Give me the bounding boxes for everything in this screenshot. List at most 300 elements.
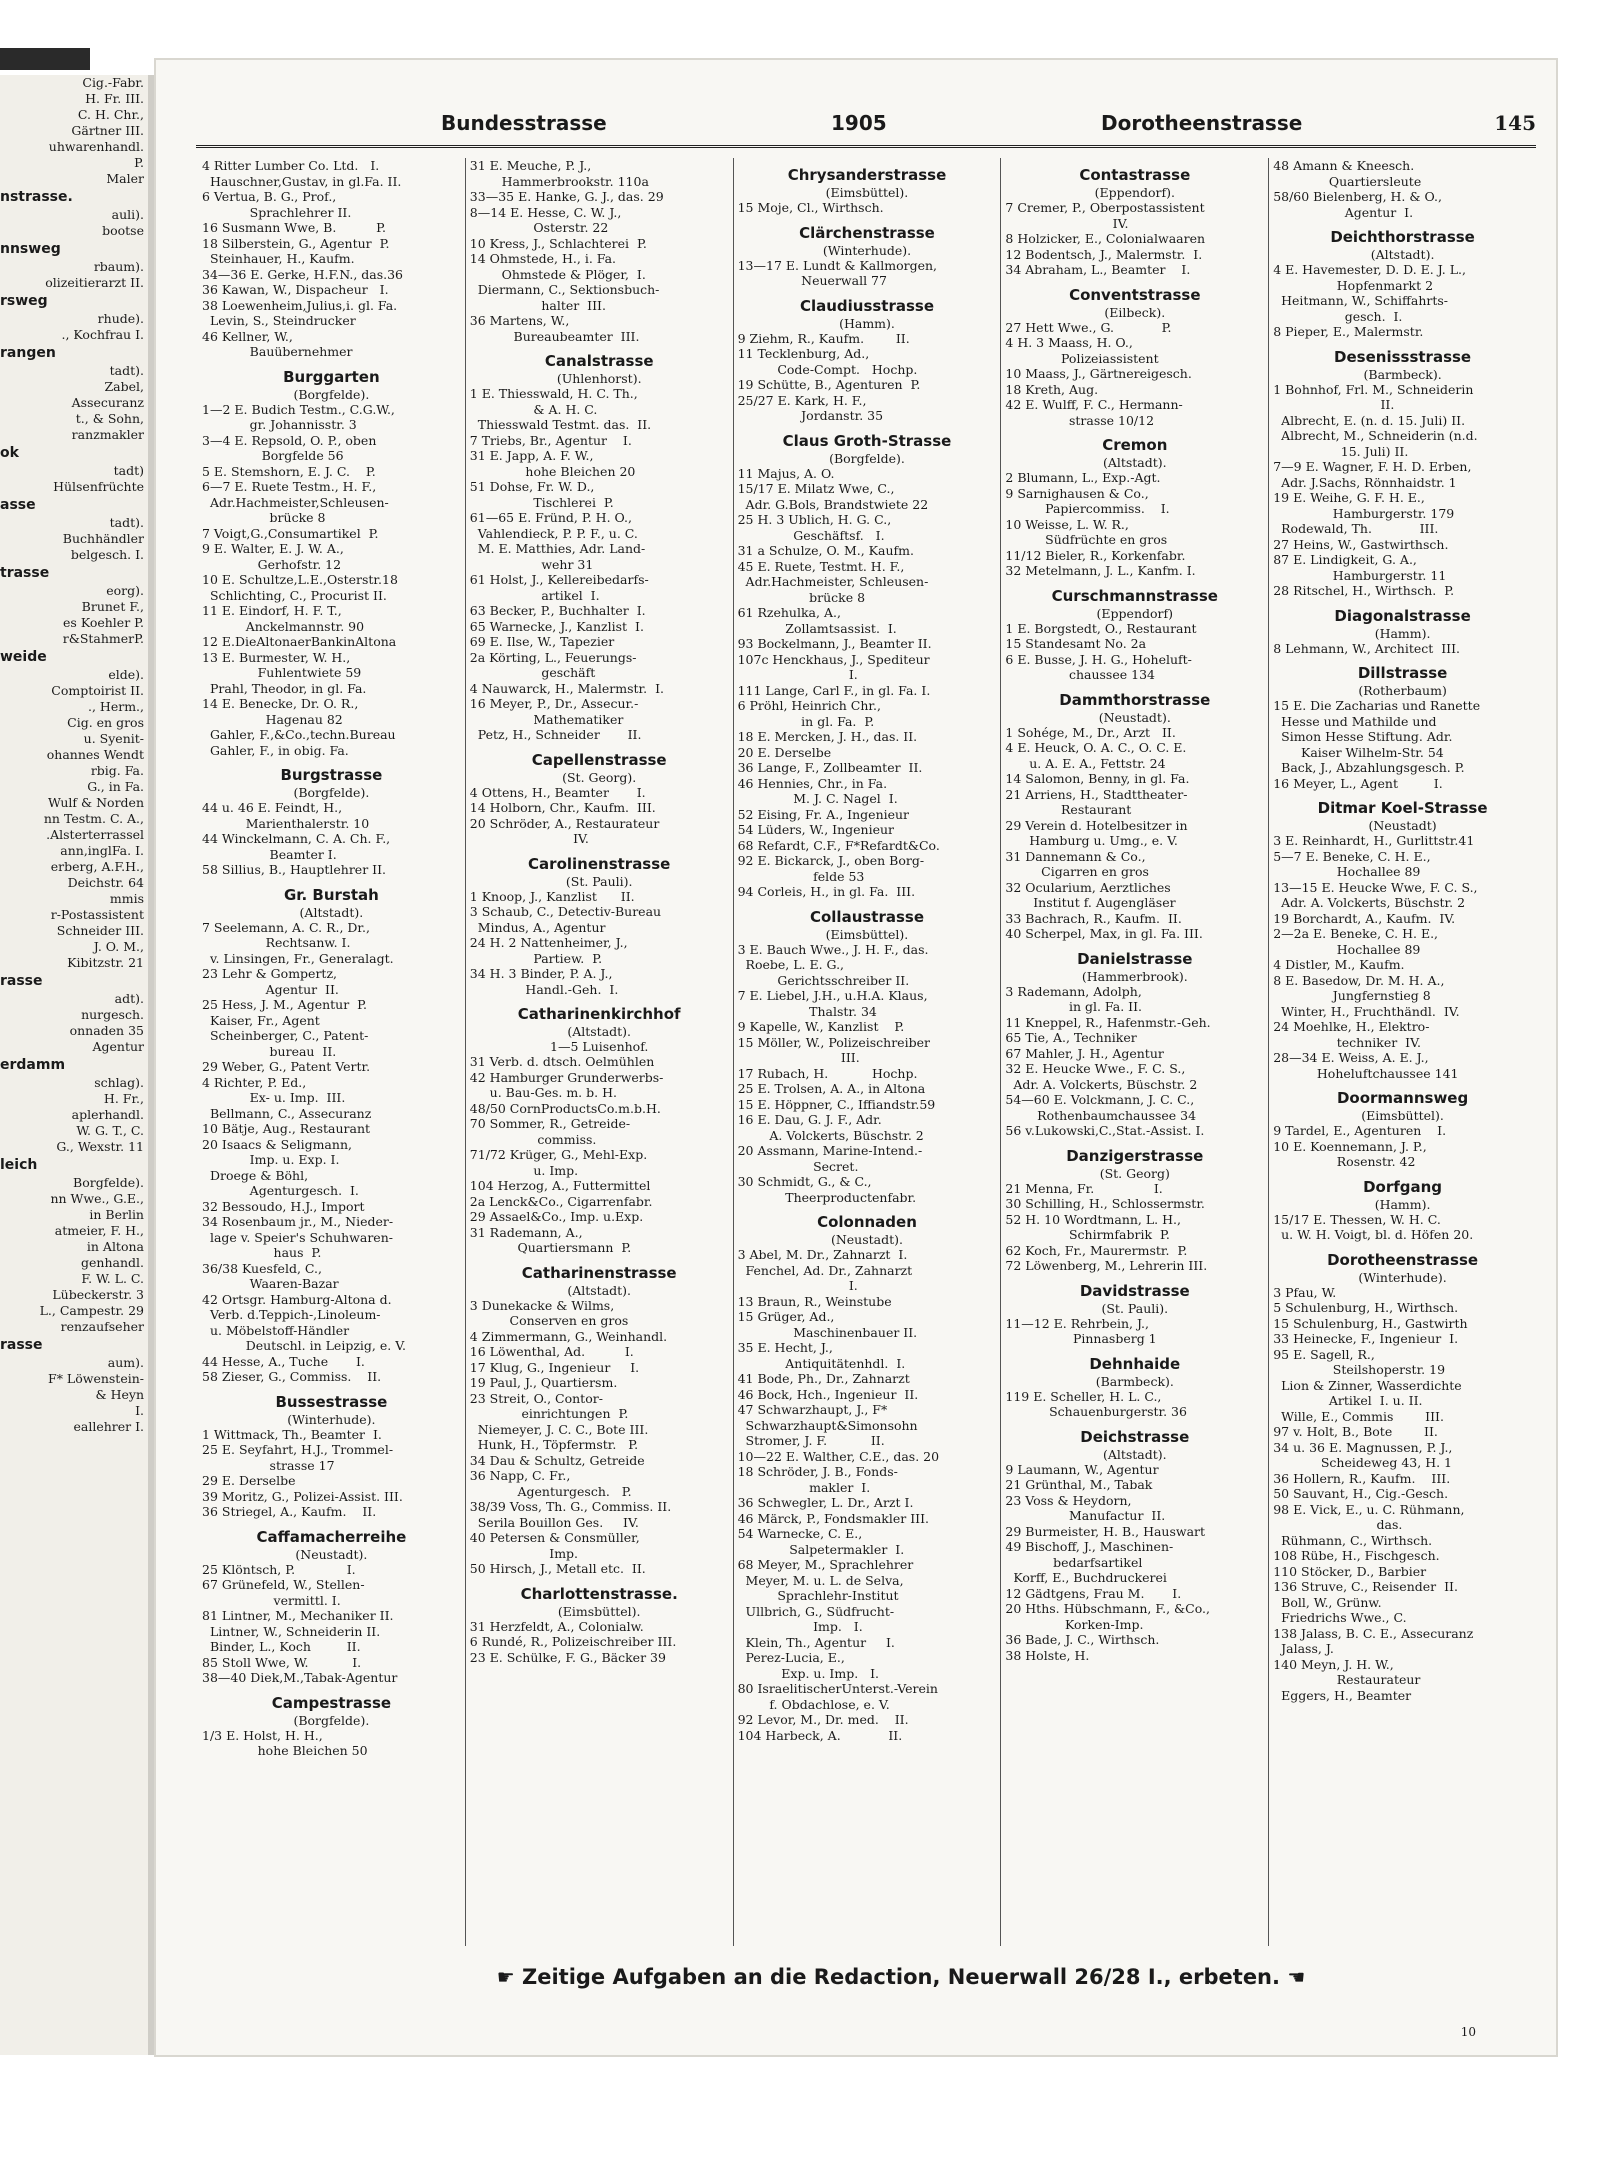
directory-entry: 19 Paul, J., Quartiersm. (469, 1375, 618, 1390)
directory-entry: 15 E. Die Zacharias und Ranette (1273, 698, 1481, 713)
directory-entry: 13 Braun, R., Weinstube (737, 1293, 892, 1309)
directory-entry: 68 Meyer, M., Sprachlehrer (737, 1557, 914, 1572)
directory-entry: Binder, L., Koch II. (202, 1639, 361, 1654)
prev-page-line: W. G. T., C. (76, 1123, 144, 1138)
district-label: (Borgfelde). (293, 1712, 370, 1728)
directory-entry: Adr.Hachmeister, Schleusen- (737, 574, 929, 589)
directory-entry: 34 Rosenbaum jr., M., Nieder- (202, 1214, 394, 1229)
directory-entry: 104 Herzog, A., Futtermittel (469, 1178, 651, 1193)
district-label: (Borgfelde). (829, 450, 905, 466)
directory-entry: Mindus, A., Agentur (469, 919, 606, 935)
street-heading: Chrysanderstrasse (787, 166, 947, 184)
district-label: (Eimsbüttel). (1361, 1108, 1444, 1123)
directory-entry: Gerhofstr. 12 (202, 556, 342, 572)
directory-entry: Papiercommiss. I. (1005, 501, 1170, 516)
directory-entry: 20 Assmann, Marine-Intend.- (737, 1143, 923, 1158)
street-heading: Colonnaden (817, 1213, 917, 1231)
directory-entry: 40 Petersen & Consmüller, (469, 1530, 640, 1545)
district-label: (Hamm). (1374, 1196, 1431, 1212)
street-heading: Conventstrasse (1069, 285, 1201, 304)
directory-entry: Schwarzhaupt&Simonsohn (737, 1417, 918, 1433)
prev-page-line: G., Wexstr. 11 (56, 1139, 144, 1154)
prev-page-street-heading: leich (0, 1157, 38, 1173)
directory-entry: 3 Rademann, Adolph, (1005, 983, 1142, 999)
prev-page-street-heading: ok (0, 445, 19, 461)
directory-entry: hohe Bleichen 20 (469, 463, 636, 479)
directory-entry: Levin, S., Steindrucker (202, 313, 356, 328)
directory-entry: 29 Burmeister, H. B., Hauswart (1005, 1523, 1206, 1539)
prev-page-line: ., Kochfrau I. (61, 327, 144, 342)
directory-entry: 24 H. 2 Nattenheimer, J., (469, 935, 628, 950)
directory-entry: Hammerbrookstr. 110a (469, 173, 649, 189)
prev-page-line: tadt). (109, 515, 144, 530)
district-label: (St. Georg). (562, 769, 637, 785)
directory-entry: Manufactur II. (1005, 1508, 1166, 1523)
directory-entry: Verb. d.Teppich-,Linoleum- (202, 1307, 381, 1322)
street-heading: Dillstrasse (1357, 664, 1448, 682)
street-heading: Campestrasse (271, 1693, 392, 1712)
directory-entry: Gahler, F., in obig. Fa. (202, 742, 349, 758)
directory-entry: Restaurateur (1273, 1672, 1421, 1687)
directory-entry: 3 E. Reinhardt, H., Gurlittstr.41 (1273, 833, 1475, 848)
district-label: (Altstadt). (567, 1024, 632, 1039)
directory-entry: 20 Hths. Hübschmann, F., &Co., (1005, 1601, 1210, 1616)
district-label: (Altstadt). (299, 904, 364, 920)
directory-entry: 67 Grünefeld, W., Stellen- (202, 1577, 365, 1592)
directory-entry: Adr. A. Volckerts, Büschstr. 2 (1273, 895, 1466, 910)
directory-entry: Südfrüchte en gros (1005, 532, 1168, 547)
directory-entry: Diermann, C., Sektionsbuch- (469, 282, 660, 297)
column-3 (733, 158, 1001, 1946)
directory-entry: 31 Rademann, A., (469, 1224, 583, 1240)
directory-entry: 11/12 Bieler, R., Korkenfabr. (1005, 547, 1186, 563)
directory-entry: 18 Schröder, J. B., Fonds- (737, 1464, 898, 1479)
prev-page-line: ohannes Wendt (46, 747, 144, 762)
directory-entry: in gl. Fa. P. (737, 713, 875, 729)
directory-entry: Hochallee 89 (1273, 864, 1421, 879)
directory-entry: IV. (469, 831, 589, 846)
district-label: (Eilbeck). (1104, 304, 1166, 320)
directory-entry: 17 Rubach, H. Hochp. (737, 1065, 918, 1081)
directory-entry: 14 Ohmstede, H., i. Fa. (469, 251, 617, 266)
directory-entry: 3—4 E. Repsold, O. P., oben (202, 432, 377, 448)
directory-entry: in gl. Fa. II. (1005, 999, 1143, 1014)
district-label: (Barmbeck). (1363, 366, 1442, 382)
directory-entry: 13 E. Burmester, W. H., (202, 649, 351, 665)
district-label: 1—5 Luisenhof. (550, 1039, 649, 1054)
directory-entry: 5—7 E. Beneke, C. H. E., (1273, 848, 1431, 864)
directory-entry: 48/50 CornProductsCo.m.b.H. (469, 1100, 661, 1116)
directory-entry: Rosenstr. 42 (1273, 1154, 1416, 1169)
street-heading: Claus Groth-Strasse (782, 431, 952, 450)
street-heading: Danielstrasse (1077, 949, 1193, 968)
directory-entry: 1 E. Borgstedt, O., Restaurant (1005, 620, 1197, 636)
district-label: (Rotherbaum) (1358, 683, 1447, 698)
prev-page-line: Kibitzstr. 21 (67, 955, 144, 970)
directory-entry: 10—22 E. Walther, C.E., das. 20 (737, 1448, 940, 1464)
directory-entry: 92 E. Bickarck, J., oben Borg- (737, 853, 925, 868)
directory-entry: Beamter I. (202, 846, 337, 862)
prev-page-line: eallehrer I. (73, 1419, 144, 1434)
directory-entry: 30 Schilling, H., Schlossermstr. (1005, 1196, 1205, 1211)
prev-page-line: u. Syenit- (83, 731, 144, 746)
directory-entry: 9 Sarnighausen & Co., (1005, 485, 1149, 501)
district-label: (Neustadt). (1098, 709, 1171, 725)
directory-entry: 80 IsraelitischerUnterst.-Verein (737, 1681, 938, 1696)
directory-entry: Fuhlentwiete 59 (202, 665, 362, 680)
directory-entry: 11 Tecklenburg, Ad., (737, 346, 870, 361)
directory-entry: 28—34 E. Weiss, A. E. J., (1273, 1050, 1429, 1065)
directory-entry: Vahlendieck, P. P. F., u. C. (469, 525, 638, 541)
directory-entry: 71/72 Krüger, G., Mehl-Exp. (469, 1147, 648, 1162)
directory-entry: Hesse und Mathilde und (1273, 713, 1437, 729)
directory-entry: Rothenbaumchaussee 34 (1005, 1107, 1197, 1123)
directory-entry: Marienthalerstr. 10 (202, 815, 370, 831)
directory-entry: 54—60 E. Volckmann, J. C. C., (1005, 1092, 1195, 1107)
directory-entry: 67 Mahler, J. H., Agentur (1005, 1045, 1164, 1061)
directory-entry: 44 u. 46 E. Feindt, H., (202, 800, 343, 815)
directory-entry: makler I. (737, 1479, 871, 1495)
street-heading: Deichthorstrasse (1330, 228, 1475, 246)
directory-entry: Hunk, H., Töpfermstr. P. (469, 1437, 639, 1452)
directory-entry: Cigarren en gros (1005, 864, 1149, 879)
directory-entry: bedarfsartikel (1005, 1554, 1143, 1570)
prev-page-line: Wulf & Norden (48, 795, 144, 810)
prev-page-street-heading: trasse (0, 565, 50, 581)
directory-entry: 92 Levor, M., Dr. med. II. (737, 1712, 909, 1727)
directory-entry: 15/17 E. Thessen, W. H. C. (1273, 1211, 1441, 1227)
directory-entry: Institut f. Augengläser (1005, 895, 1176, 910)
directory-entry: 54 Warnecke, C. E., (737, 1526, 863, 1541)
directory-entry: 11 Kneppel, R., Hafenmstr.-Geh. (1005, 1014, 1211, 1030)
directory-entry: A. Volckerts, Büschstr. 2 (737, 1127, 924, 1143)
directory-entry: 31 E. Japp, A. F. W., (469, 448, 594, 463)
directory-entry: 31 a Schulze, O. M., Kaufm. (737, 543, 914, 558)
directory-entry: Quartiersleute (1273, 173, 1422, 189)
directory-entry: 29 Verein d. Hotelbesitzer in (1005, 817, 1188, 833)
directory-entry: Albrecht, E. (n. d. 15. Juli) II. (1273, 412, 1466, 428)
directory-entry: v. Linsingen, Fr., Generalagt. (202, 950, 394, 966)
directory-entry: 15/17 E. Milatz Wwe, C., (737, 481, 895, 496)
directory-entry: 4 Nauwarck, H., Malermstr. I. (469, 680, 664, 696)
prev-page-line: es Koehler P. (63, 615, 144, 630)
directory-entry: 27 Hett Wwe., G. P. (1005, 319, 1172, 335)
directory-entry: 42 Hamburger Grunderwerbs- (469, 1069, 664, 1085)
directory-entry: Theerproductenfabr. (737, 1189, 917, 1205)
directory-entry: 54 Lüders, W., Ingenieur (737, 822, 895, 837)
directory-entry: 7 Triebs, Br., Agentur I. (469, 432, 632, 448)
directory-entry: 11 Majus, A. O. (737, 465, 835, 481)
prev-page-line: elde). (108, 667, 144, 682)
district-label: (Neustadt). (295, 1546, 368, 1562)
prev-page-street-heading: nstrasse. (0, 189, 73, 205)
directory-entry: 52 Eising, Fr. A., Ingenieur (737, 806, 910, 822)
directory-entry: Bauübernehmer (202, 344, 353, 359)
street-heading: Dorotheenstrasse (1327, 1250, 1479, 1269)
directory-entry: Bellmann, C., Assecuranz (202, 1105, 372, 1121)
directory-entry: 7 Voigt,G.,Consumartikel P. (202, 525, 379, 541)
prev-page-line: rbaum). (93, 259, 144, 274)
directory-entry: 29 Assael&Co., Imp. u.Exp. (469, 1209, 644, 1224)
directory-entry: 50 Sauvant, H., Cig.-Gesch. (1273, 1486, 1449, 1501)
directory-entry: Hauschner,Gustav, in gl.Fa. II. (202, 173, 402, 189)
directory-entry: 33—35 E. Hanke, G. J., das. 29 (469, 189, 664, 204)
directory-entry: Hamburgerstr. 179 (1273, 505, 1455, 521)
directory-entry: einrichtungen P. (469, 1406, 629, 1421)
directory-entry: III. (737, 1050, 860, 1065)
district-label: (Neustadt) (1368, 818, 1437, 833)
directory-entry: techniker IV. (1273, 1034, 1421, 1050)
prev-page-line: uhwarenhandl. (48, 139, 144, 154)
street-heading: Cremon (1102, 436, 1168, 454)
directory-entry: Klein, Th., Agentur I. (737, 1634, 895, 1650)
street-heading: Ditmar Koel-Strasse (1317, 799, 1488, 817)
street-heading: Curschmannstrasse (1051, 586, 1218, 605)
directory-entry: chaussee 134 (1005, 667, 1155, 682)
directory-entry: 32 Bessoudo, H.J., Import (202, 1198, 365, 1214)
directory-entry: 15 Moje, Cl., Wirthsch. (737, 200, 884, 215)
prev-page-line: nn Wwe., G.E., (50, 1191, 144, 1206)
directory-entry: 24 Moehlke, H., Elektro- (1273, 1019, 1430, 1034)
directory-entry: 10 Maass, J., Gärtnereigesch. (1005, 366, 1192, 381)
prev-page-line: atmeier, F. H., (54, 1223, 144, 1238)
street-heading: Desenissstrasse (1334, 347, 1472, 366)
directory-entry: 61 Rzehulka, A., (737, 605, 841, 620)
directory-entry: 36 Napp, C. Fr., (469, 1468, 571, 1483)
directory-entry: 69 E. Ilse, W., Tapezier (469, 634, 615, 649)
directory-entry: hohe Bleichen 50 (202, 1743, 368, 1758)
directory-entry: 16 Meyer, L., Agent I. (1273, 775, 1443, 791)
district-label: (Eppendorf) (1096, 605, 1174, 621)
directory-entry: 4 E. Havemester, D. D. E. J. L., (1273, 262, 1466, 277)
prev-page-line: genhandl. (81, 1255, 144, 1270)
directory-entry: Borgfelde 56 (202, 448, 344, 463)
directory-entry: 47 Schwarzhaupt, J., F* (737, 1402, 888, 1417)
directory-entry: Adr. G.Bols, Brandstwiete 22 (737, 496, 929, 512)
directory-entry: 32 Metelmann, J. L., Kanfm. I. (1005, 563, 1196, 578)
directory-entry: 7 E. Liebel, J.H., u.H.A. Klaus, (737, 988, 928, 1003)
directory-entry: 6 Pröhl, Heinrich Chr., (737, 698, 881, 713)
prev-page-line: C. H. Chr., (77, 107, 144, 122)
directory-entry: 10 Weisse, L. W. R., (1005, 516, 1129, 532)
previous-page-fragment (0, 75, 155, 2055)
directory-entry: 31 Herzfeldt, A., Colonialw. (469, 1618, 644, 1634)
directory-entry: 52 H. 10 Wordtmann, L. H., (1005, 1211, 1181, 1227)
directory-entry: Serila Bouillon Ges. IV. (469, 1514, 639, 1530)
directory-entry: 1 Wittmack, Th., Beamter I. (202, 1426, 382, 1442)
prev-page-line: ann,inglFa. I. (60, 843, 144, 858)
street-heading: Caffamacherreihe (256, 1527, 407, 1546)
directory-entry: 72 Löwenberg, M., Lehrerin III. (1005, 1258, 1208, 1273)
directory-entry: Perez-Lucia, E., (737, 1650, 845, 1665)
directory-entry: 20 Isaacs & Seligmann, (202, 1136, 352, 1152)
directory-entry: 58 Sillius, B., Hauptlehrer II. (202, 862, 386, 877)
directory-entry: 14 Salomon, Benny, in gl. Fa. (1005, 771, 1190, 786)
district-label: (St. Pauli). (565, 873, 633, 889)
prev-page-line: Comptoirist II. (51, 683, 144, 698)
street-heading: Diagonalstrasse (1334, 606, 1471, 625)
directory-entry: felde 53 (737, 868, 865, 884)
directory-entry: brücke 8 (202, 510, 326, 525)
directory-entry: Droege & Böhl, (202, 1167, 309, 1183)
district-label: (Winterhude). (1358, 1269, 1447, 1285)
directory-entry: Simon Hesse Stiftung. Adr. (1273, 729, 1453, 744)
directory-entry: strasse 10/12 (1005, 412, 1155, 428)
street-heading: Claudiusstrasse (799, 296, 935, 315)
directory-entry: 58/60 Bielenberg, H. & O., (1273, 189, 1442, 204)
directory-entry: Hochallee 89 (1273, 941, 1421, 957)
prev-page-line: onnaden 35 (69, 1023, 144, 1038)
street-heading: Capellenstrasse (531, 750, 667, 769)
district-label: (Winterhude). (822, 242, 912, 258)
directory-entry: Scheideweg 43, H. 1 (1273, 1455, 1453, 1470)
directory-entry: Ullbrich, G., Südfrucht- (737, 1603, 895, 1619)
district-label: (St. Georg) (1099, 1165, 1170, 1181)
directory-entry: 1/3 E. Holst, H. H., (202, 1727, 323, 1743)
prev-page-line: Lübeckerstr. 3 (52, 1287, 144, 1302)
directory-entry: M. E. Matthies, Adr. Land- (469, 541, 646, 556)
directory-entry: 81 Lintner, M., Mechaniker II. (202, 1608, 394, 1623)
pointing-hand-right-icon: ☛ (496, 1965, 515, 1989)
directory-entry: 36 Bade, J. C., Wirthsch. (1005, 1632, 1160, 1647)
prev-page-street-heading: erdamm (0, 1057, 66, 1073)
directory-entry: 6 E. Busse, J. H. G., Hoheluft- (1005, 651, 1192, 667)
directory-entry: 31 Dannemann & Co., (1005, 848, 1146, 864)
directory-entry: artikel I. (469, 587, 600, 603)
directory-entry: Adr. J.Sachs, Rönnhaidstr. 1 (1273, 474, 1457, 490)
directory-entry: 38—40 Diek,M.,Tabak-Agentur (202, 1670, 398, 1685)
directory-entry: 2a Lenck&Co., Cigarrenfabr. (469, 1193, 653, 1209)
directory-entry: 19 Borchardt, A., Kaufm. IV. (1273, 910, 1456, 926)
footer-notice (306, 1965, 1496, 1999)
directory-entry: Agentur II. (202, 981, 339, 997)
directory-entry: 3 Schaub, C., Detectiv-Bureau (469, 904, 662, 919)
directory-entry: 27 Heins, W., Gastwirthsch. (1273, 536, 1449, 552)
directory-entry: 34—36 E. Gerke, H.F.N., das.36 (202, 266, 404, 282)
directory-entry: Lintner, W., Schneiderin II. (202, 1623, 381, 1639)
directory-entry: Conserven en gros (469, 1313, 629, 1328)
prev-page-line: & Heyn (95, 1387, 144, 1402)
prev-page-line: tadt). (109, 363, 144, 378)
directory-entry: 15 E. Höppner, C., Iffiandstr.59 (737, 1096, 936, 1112)
directory-entry: 98 E. Vick, E., u. C. Rühmann, (1273, 1501, 1465, 1517)
directory-entry: Quartiersmann P. (469, 1240, 632, 1255)
directory-entry: 44 Hesse, A., Tuche I. (202, 1353, 365, 1369)
directory-entry: 36 Striegel, A., Kaufm. II. (202, 1504, 377, 1519)
directory-entry: Thalstr. 34 (737, 1003, 877, 1019)
directory-entry: 56 v.Lukowski,C.,Stat.-Assist. I. (1005, 1123, 1205, 1138)
directory-entry: 23 E. Schülke, F. G., Bäcker 39 (469, 1649, 666, 1665)
directory-entry: Bureaubeamter III. (469, 328, 640, 344)
directory-entry: Gerichtsschreiber II. (737, 972, 910, 988)
prev-page-line: olizeitierarzt II. (45, 275, 144, 290)
directory-entry: 19 Schütte, B., Agenturen P. (737, 377, 921, 392)
prev-page-line: H. Fr. III. (85, 91, 144, 106)
directory-entry: 41 Bode, Ph., Dr., Zahnarzt (737, 1371, 910, 1386)
directory-entry: Fenchel, Ad. Dr., Zahnarzt (737, 1262, 913, 1278)
directory-entry: 65 Tie, A., Techniker (1005, 1030, 1137, 1045)
directory-entry: lage v. Speier's Schuhwaren- (202, 1229, 393, 1245)
directory-entry: 87 E. Lindigkeit, G. A., (1273, 552, 1417, 567)
directory-entry: 46 Hennies, Chr., in Fa. (737, 775, 888, 791)
directory-entry: Eggers, H., Beamter (1273, 1687, 1412, 1703)
prev-page-line: rbig. Fa. (90, 763, 144, 778)
directory-entry: 42 Ortsgr. Hamburg-Altona d. (202, 1291, 392, 1307)
street-heading: Gr. Burstah (283, 885, 379, 904)
prev-page-line: I. (135, 1403, 144, 1418)
directory-entry: 61 Holst, J., Kellereibedarfs- (469, 572, 649, 587)
prev-page-line: Maler (106, 171, 144, 186)
directory-entry: Hamburgerstr. 11 (1273, 567, 1447, 583)
directory-entry: 20 E. Derselbe (737, 744, 832, 760)
prev-page-line: ranzmakler (71, 427, 144, 442)
prev-page-line: auli). (111, 207, 144, 222)
directory-entry: 12 Bodentsch, J., Malermstr. I. (1005, 246, 1203, 262)
directory-entry: 1 E. Thiesswald, H. C. Th., (469, 386, 638, 401)
street-heading: Burgstrasse (280, 766, 383, 784)
directory-entry: 46 Bock, Hch., Ingenieur II. (737, 1386, 919, 1402)
directory-entry: Osterstr. 22 (469, 220, 609, 235)
header-right-street: Dorotheenstrasse (1101, 111, 1303, 135)
directory-entry: 50 Hirsch, J., Metall etc. II. (469, 1561, 646, 1576)
prev-page-line: in Berlin (89, 1207, 144, 1222)
prev-page-line: erberg, A.F.H., (50, 859, 144, 874)
prev-page-line: Borgfelde). (73, 1175, 144, 1190)
prev-page-street-heading: rasse (0, 973, 43, 989)
directory-entry: Rodewald, Th. III. (1273, 521, 1439, 536)
prev-page-line: .Alsterterrassel (46, 827, 144, 842)
street-heading: Doormannsweg (1336, 1089, 1469, 1107)
directory-entry: 25 Klöntsch, P. I. (202, 1561, 356, 1577)
directory-entry: Korff, E., Buchdruckerei (1005, 1570, 1167, 1585)
directory-entry: 4 Zimmermann, G., Weinhandl. (469, 1328, 668, 1344)
street-heading: Bussestrasse (275, 1392, 388, 1411)
directory-entry: gr. Johannisstr. 3 (202, 417, 357, 432)
directory-entry: 34 Dau & Schultz, Getreide (469, 1452, 645, 1468)
directory-page (156, 60, 1556, 2055)
directory-entry: 10 Kress, J., Schlachterei P. (469, 235, 647, 251)
directory-entry: 119 E. Scheller, H. L. C., (1005, 1388, 1162, 1404)
printer-sheet-number: 10 (1460, 2025, 1476, 2039)
directory-entry: 33 Heinecke, F., Ingenieur I. (1273, 1331, 1459, 1346)
directory-entry: 7 Cremer, P., Oberpostassistent (1005, 200, 1205, 215)
directory-entry: 21 Arriens, H., Stadttheater- (1005, 786, 1188, 802)
district-label: (Hamm). (839, 315, 895, 331)
directory-entry: Secret. (737, 1158, 859, 1174)
directory-entry: Korken-Imp. (1005, 1616, 1144, 1632)
directory-entry: 15 Möller, W., Polizeischreiber (737, 1034, 930, 1050)
directory-entry: 15 Standesamt No. 2a (1005, 636, 1147, 651)
directory-entry: 38 Loewenheim,Julius,i. gl. Fa. (202, 297, 398, 313)
district-label: (Eimsbüttel). (825, 185, 909, 200)
directory-entry: Deutschl. in Leipzig, e. V. (202, 1338, 407, 1353)
directory-entry: Hamburg u. Umg., e. V. (1005, 833, 1178, 848)
prev-page-line: Assecuranz (71, 395, 144, 410)
district-label: (Borgfelde). (293, 386, 370, 402)
directory-entry: 33 Bachrach, R., Kaufm. II. (1005, 910, 1182, 926)
directory-entry: 111 Lange, Carl F., in gl. Fa. I. (737, 682, 931, 698)
directory-entry: 49 Bischoff, J., Maschinen- (1005, 1539, 1174, 1554)
directory-entry: 42 E. Wulff, F. C., Hermann- (1005, 397, 1183, 412)
district-label: (Altstadt). (567, 1282, 632, 1298)
district-label: (Uhlenhorst). (556, 371, 642, 386)
directory-entry: Partiew. P. (469, 950, 603, 966)
directory-entry: 4 Ritter Lumber Co. Ltd. I. (202, 158, 380, 173)
directory-entry: 17 Klug, G., Ingenieur I. (469, 1359, 640, 1375)
district-label: (Eppendorf). (1094, 185, 1175, 200)
directory-entry: 9 Ziehm, R., Kaufm. II. (737, 330, 910, 346)
prev-page-street-heading: rsweg (0, 293, 48, 309)
